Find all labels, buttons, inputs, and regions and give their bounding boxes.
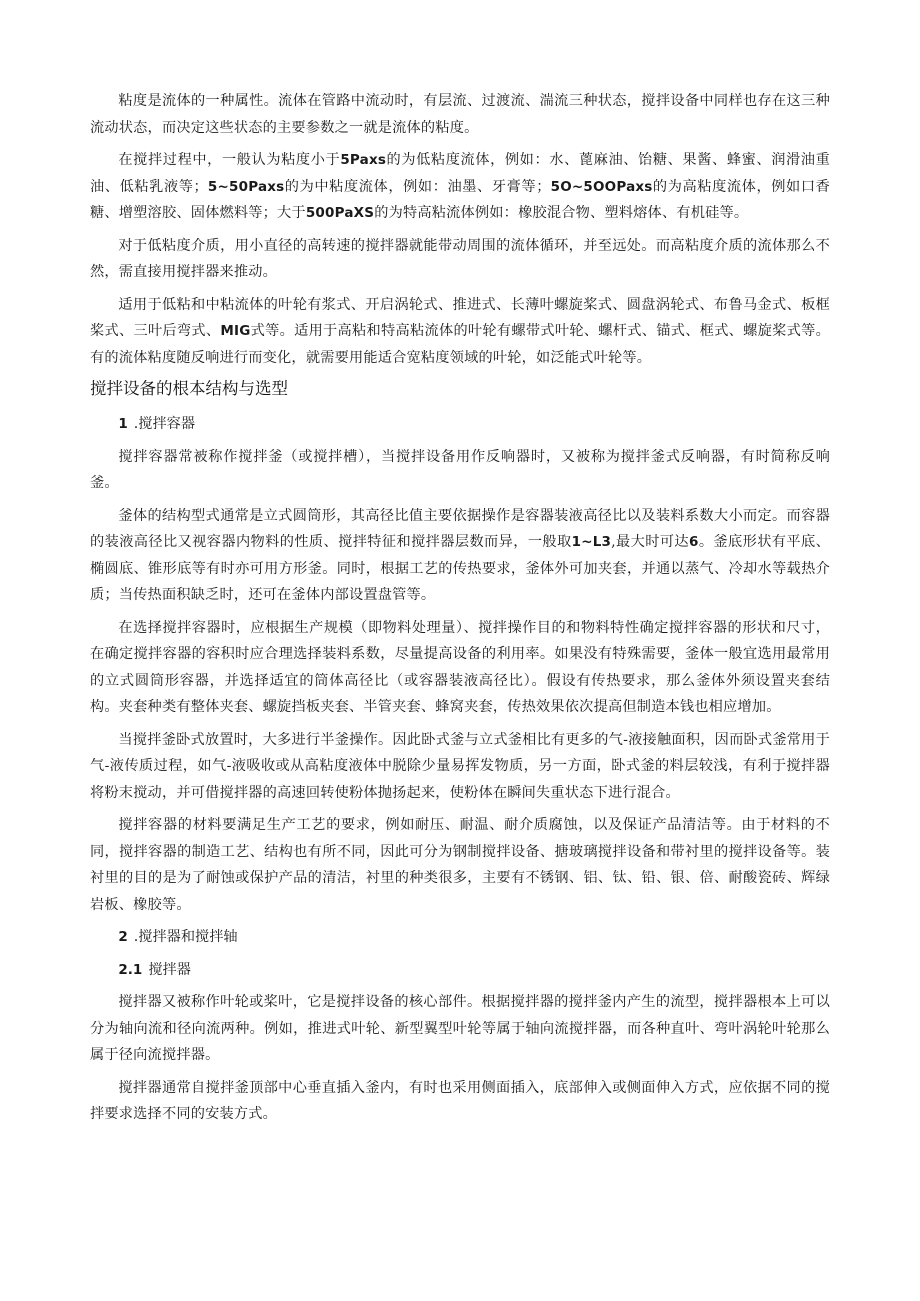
value-low-viscosity: 5Paxs	[340, 152, 387, 168]
subsection-1-number: 1	[118, 416, 128, 432]
subsection-2-title: 2 .搅拌器和搅拌轴	[118, 929, 238, 945]
paragraph-low-vs-high-viscosity: 对于低粘度介质，用小直径的高转速的搅拌器就能带动周围的流体循环，并至远处。而高粘度介质的流体那么不然，需直接用搅拌器来推动。	[90, 237, 830, 280]
value-aspect-ratio: 1~L3	[571, 534, 612, 550]
value-ultra-viscosity: 500PaXS	[305, 205, 375, 221]
paragraph-vessel-naming: 搅拌容器常被称作搅拌釜（或搅拌槽），当搅拌设备用作反响器时，又被称为搅拌釜式反响器，有时简称反响釜。	[90, 448, 830, 491]
document-page	[90, 88, 830, 1134]
paragraph-viscosity-classes: 在搅拌过程中，一般认为粘度小于5Paxs的为低粘度流体，例如：水、蓖麻油、饴糖、果酱、蜂蜜、润滑油重油、低粘乳液等；5~50Paxs的为中粘度流体，例如：油墨、牙膏等；5O~5OOPaxs的为高粘度流体，例如口香糖、增塑溶胶、固体燃料等；大于500PaXS的为特高粘流体例如：橡胶混合物、塑料熔体、有机硅等。	[90, 152, 830, 221]
paragraph-viscosity-definition: 粘度是流体的一种属性。流体在管路中流动时，有层流、过渡流、湍流三种状态，搅拌设备中同样也存在这三种流动状态，而决定这些状态的主要参数之一就是流体的粘度。	[90, 93, 830, 136]
value-max-ratio: 6	[689, 534, 699, 550]
value-high-viscosity: 5O~5OOPaxs	[550, 178, 653, 195]
paragraph-agitator-mounting: 搅拌器通常自搅拌釜顶部中心垂直插入釜内，有时也采用侧面插入，底部伸入或侧面伸入方式，应依据不同的搅拌要求选择不同的安装方式。	[90, 1079, 830, 1122]
paragraph-horizontal-vessel: 当搅拌釜卧式放置时，大多进行半釜操作。因此卧式釜与立式釜相比有更多的气-液接触面积，因而卧式釜常用于气-液传质过程，如气-液吸收或从高粘度液体中脱除少量易挥发物质，另一方面，卧式釜的料层较浅，有利于搅拌器将粉末搅动，并可借搅拌器的高速回转使粉体抛扬起来，使粉体在瞬间失重状态下进行混合。	[90, 731, 830, 801]
value-mid-viscosity: 5~50Paxs	[207, 178, 285, 195]
paragraph-vessel-selection: 在选择搅拌容器时，应根据生产规模（即物料处理量）、搅拌操作目的和物料特性确定搅拌容器的形状和尺寸，在确定搅拌容器的容积时应合理选择装料系数，尽量提高设备的利用率。如果没有特殊需要，釜体一般宜选用最常用的立式圆筒形容器，并选择适宜的筒体高径比（或容器装液高径比）。假设有传热要求，那么釜体外须设置夹套结构。夹套种类有整体夹套、螺旋挡板夹套、半管夹套、蜂窝夹套，传热效果依次提高但制造本钱也相应增加。	[90, 619, 830, 715]
subsection-2-1-title: 2.1 搅拌器	[118, 961, 191, 978]
paragraph-vessel-materials: 搅拌容器的材料要满足生产工艺的要求，例如耐压、耐温、耐介质腐蚀，以及保证产品清洁等。由于材料的不同，搅拌容器的制造工艺、结构也有所不同，因此可分为钢制搅拌设备、搪玻璃搅拌设备和带衬里的搅拌设备等。装衬里的目的是为了耐蚀或保护产品的清洁，衬里的种类很多，主要有不锈钢、铝、钛、铅、银、倍、耐酸瓷砖、辉绿岩板、橡胶等。	[90, 817, 830, 913]
subsection-2-1-number: 2.1	[118, 961, 143, 978]
section-heading: 搅拌设备的根本结构与选型	[90, 379, 288, 398]
value-mig: MIG	[220, 323, 251, 339]
subsection-1-title: 1 .搅拌容器	[118, 416, 196, 432]
paragraph-vessel-structure: 釜体的结构型式通常是立式圆筒形，其高径比值主要依据操作是容器装液高径比以及装料系数大小而定。而容器的装液高径比又视容器内物料的性质、搅拌特征和搅拌器层数而异，一般取1~L3,最大时可达6。釜底形状有平底、椭圆底、锥形底等有时亦可用方形釜。同时，根据工艺的传热要求，釜体外可加夹套，并通以蒸气、冷却水等载热介质；当传热面积缺乏时，还可在釜体内部设置盘管等。	[90, 507, 830, 603]
paragraph-agitator-types: 搅拌器又被称作叶轮或桨叶，它是搅拌设备的核心部件。根据搅拌器的搅拌釜内产生的流型，搅拌器根本上可以分为轴向流和径向流两种。例如，推进式叶轮、新型翼型叶轮等属于轴向流搅拌器，而各种直叶、弯叶涡轮叶轮那么属于径向流搅拌器。	[90, 994, 830, 1063]
subsection-2-number: 2	[118, 929, 128, 945]
paragraph-impeller-types: 适用于低粘和中粘流体的叶轮有浆式、开启涡轮式、推进式、长薄叶螺旋桨式、圆盘涡轮式、布鲁马金式、板框桨式、三叶后弯式、MIG式等。适用于高粘和特高粘流体的叶轮有螺带式叶轮、螺杆式、锚式、框式、螺旋桨式等。有的流体粘度随反响进行而变化，就需要用能适合宽粘度领域的叶轮，如泛能式叶轮等。	[90, 296, 830, 366]
